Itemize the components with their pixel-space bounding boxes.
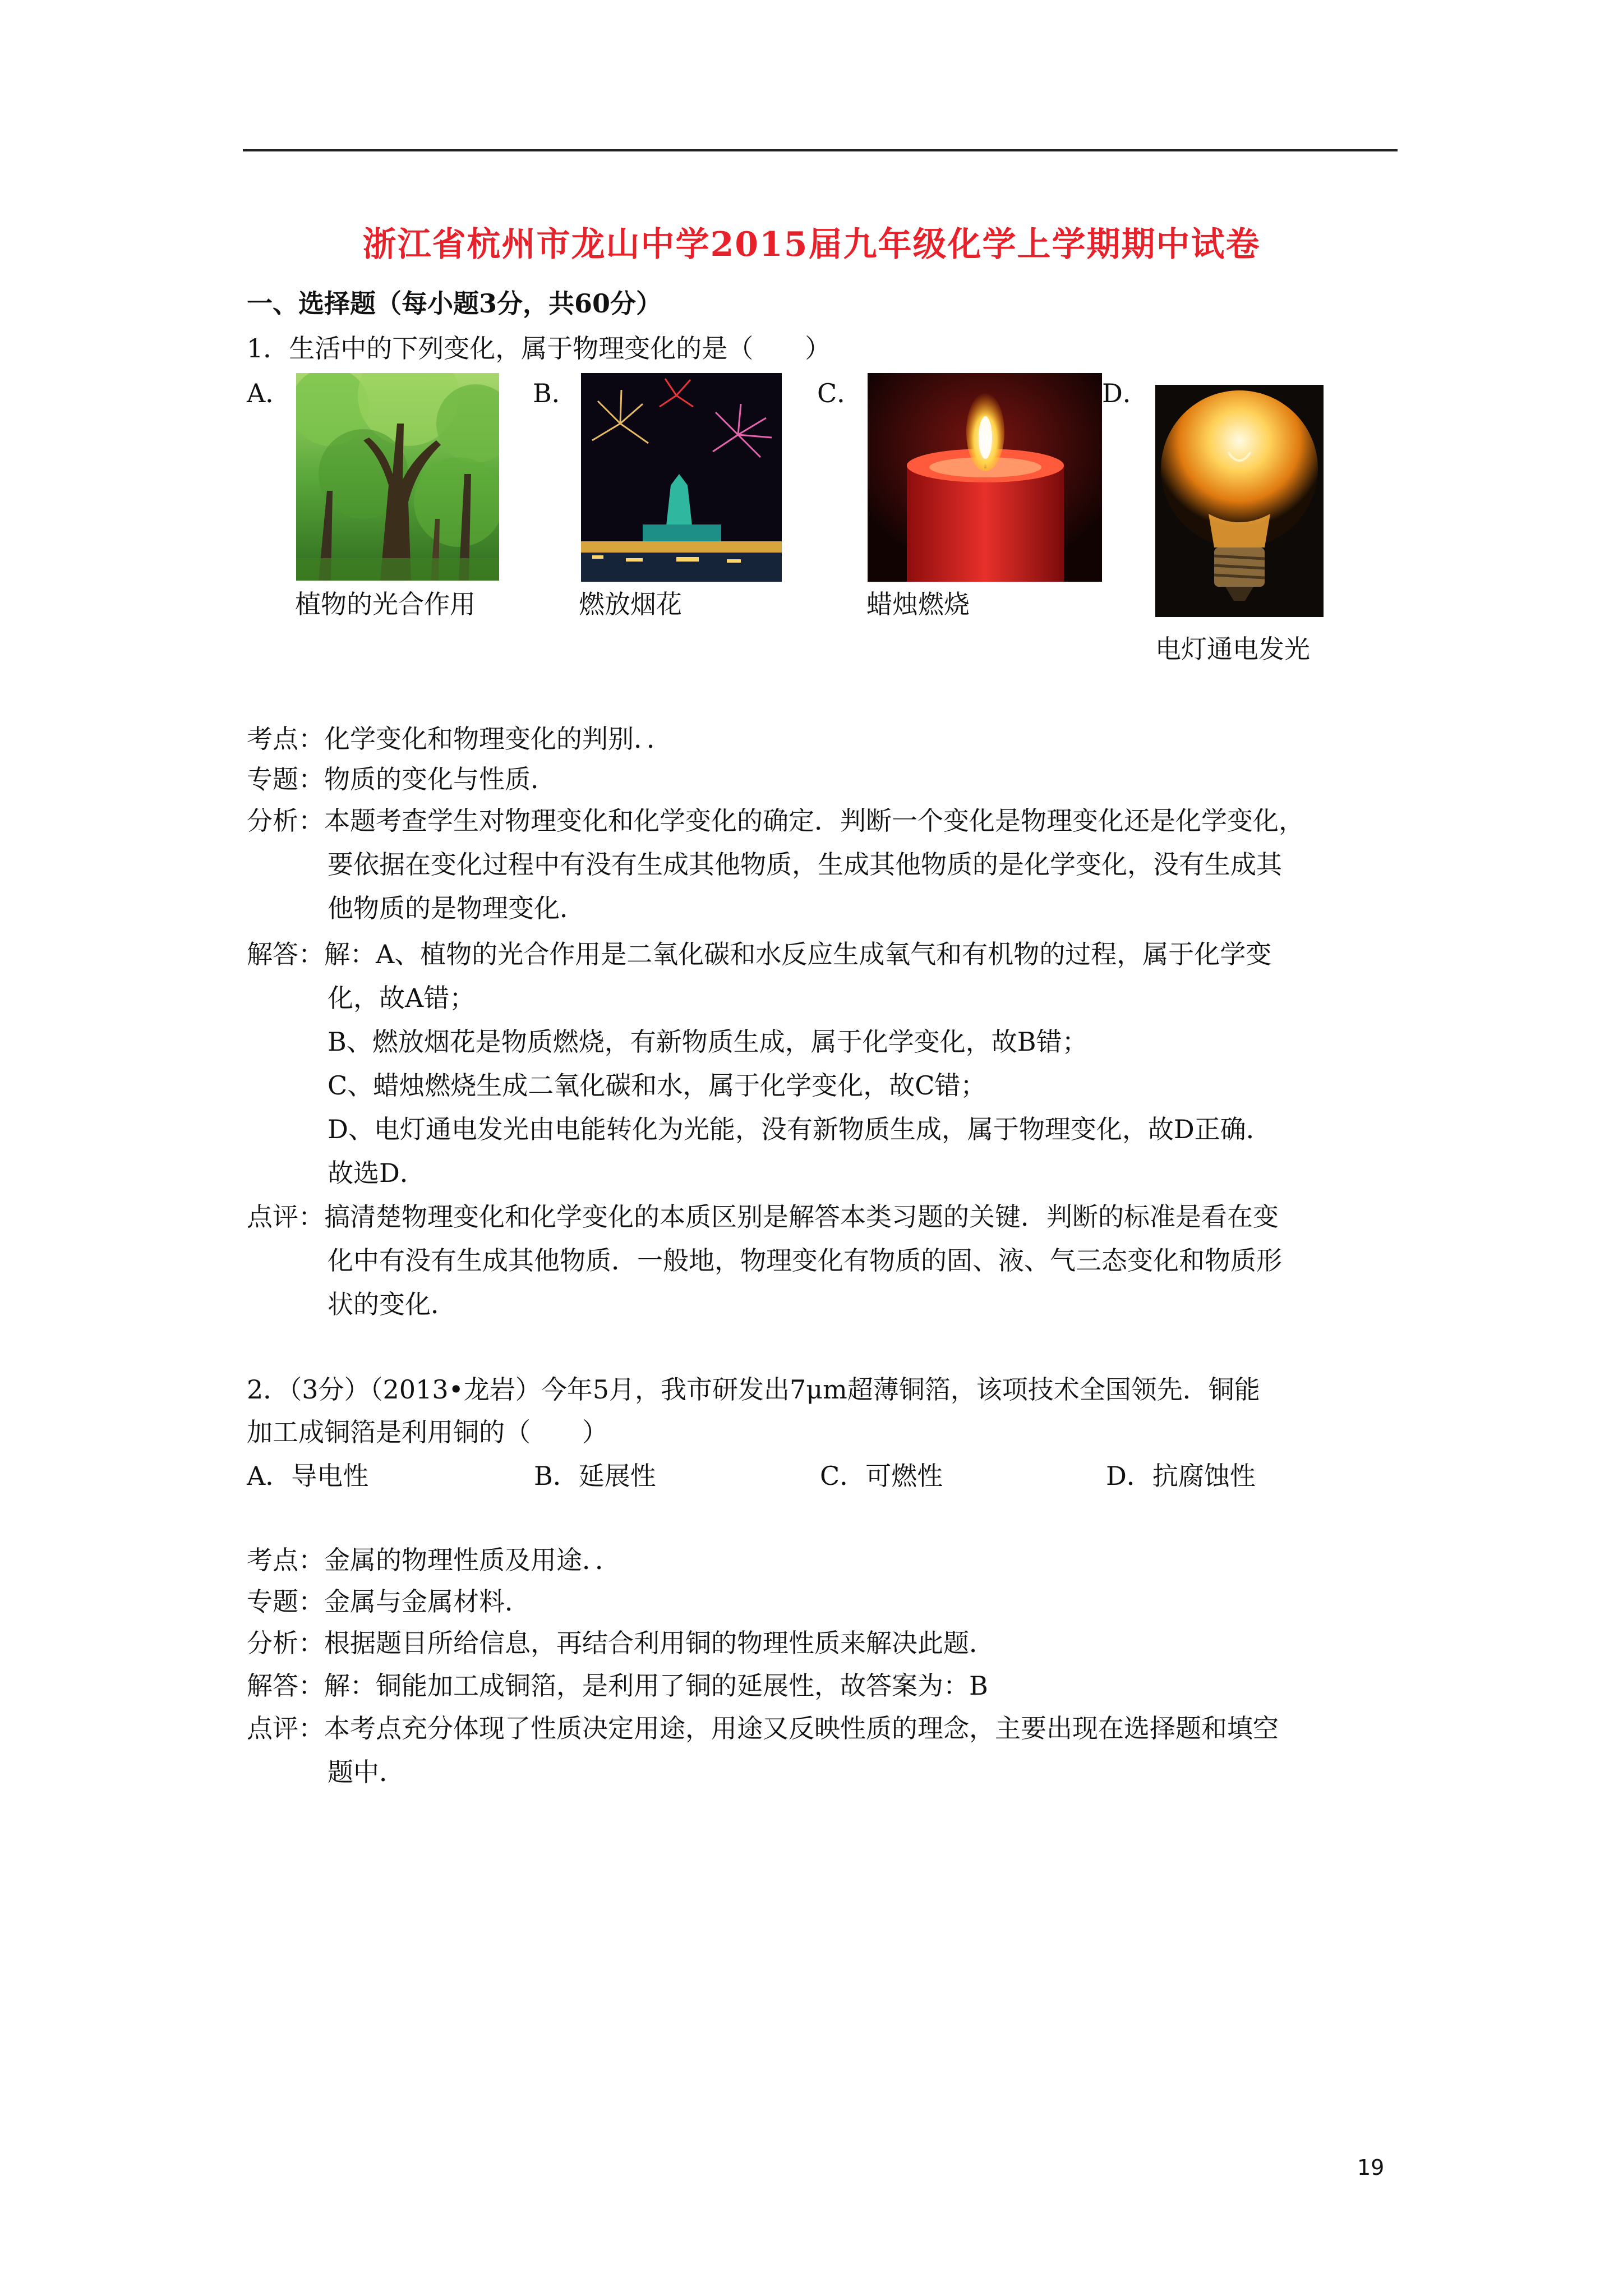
light-bulb-photo bbox=[1155, 385, 1324, 617]
q1-fenxi-line-1: 分析：本题考查学生对物理变化和化学变化的确定．判断一个变化是物理变化还是化学变化， bbox=[247, 806, 1304, 836]
q1-jieda-line-3: B、燃放烟花是物质燃烧，有新物质生成，属于化学变化，故B错； bbox=[328, 1027, 1088, 1057]
q2-option-d: D．抗腐蚀性 bbox=[1106, 1461, 1256, 1491]
q2-zhuanti: 专题：金属与金属材料． bbox=[247, 1586, 531, 1617]
q1-jieda-line-1: 解答：解：A、植物的光合作用是二氧化碳和水反应生成氧气和有机物的过程，属于化学变 bbox=[247, 939, 1272, 969]
q1-jieda-line-6: 故选D． bbox=[328, 1158, 426, 1188]
q1-dianping-line-2: 化中有没有生成其他物质．一般地，物理变化有物质的固、液、气三态变化和物质形 bbox=[328, 1245, 1282, 1276]
q2-kaodian: 考点：金属的物理性质及用途．． bbox=[247, 1545, 621, 1575]
q2-stem-line-2: 加工成铜箔是利用铜的（ ） bbox=[247, 1417, 608, 1447]
candle-photo bbox=[868, 373, 1102, 582]
q1-zhuanti: 专题：物质的变化与性质． bbox=[247, 764, 556, 794]
q1-fenxi-line-3: 他物质的是物理变化． bbox=[328, 893, 585, 923]
q2-option-c: C．可燃性 bbox=[820, 1461, 943, 1491]
q1-dianping-line-3: 状的变化． bbox=[328, 1289, 457, 1319]
q1-option-a-caption: 植物的光合作用 bbox=[295, 589, 476, 619]
q2-fenxi: 分析：根据题目所给信息，再结合利用铜的物理性质来解决此题． bbox=[247, 1628, 995, 1658]
section-heading: 一、选择题（每小题3分，共60分） bbox=[247, 288, 662, 319]
q1-jieda-line-4: C、蜡烛燃烧生成二氧化碳和水，属于化学变化，故C错； bbox=[328, 1070, 986, 1101]
q1-fenxi-line-2: 要依据在变化过程中有没有生成其他物质，生成其他物质的是化学变化，没有生成其 bbox=[328, 849, 1282, 880]
fireworks-photo bbox=[581, 373, 782, 582]
q1-stem: 1．生活中的下列变化，属于物理变化的是（ ） bbox=[247, 333, 831, 364]
q2-dianping-line-2: 题中． bbox=[328, 1757, 405, 1787]
q1-option-a-label: A． bbox=[247, 378, 292, 408]
q1-option-d-caption: 电灯通电发光 bbox=[1155, 634, 1310, 664]
q1-option-d-label: D． bbox=[1102, 378, 1149, 408]
q2-option-b: B．延展性 bbox=[534, 1461, 656, 1491]
page-number: 19 bbox=[1357, 2155, 1385, 2180]
q2-stem-line-1: 2．（3分）（2013•龙岩）今年5月，我市研发出7μm超薄铜箔，该项技术全国领先．铜能 bbox=[247, 1374, 1260, 1405]
q1-kaodian: 考点：化学变化和物理变化的判别．． bbox=[247, 724, 672, 754]
q1-option-c-label: C． bbox=[817, 378, 863, 408]
q1-option-b-label: B． bbox=[533, 378, 578, 408]
forest-photo bbox=[296, 373, 499, 581]
q2-dianping-line-1: 点评：本考点充分体现了性质决定用途，用途又反映性质的理念，主要出现在选择题和填空 bbox=[247, 1713, 1279, 1743]
q2-option-a: A．导电性 bbox=[247, 1461, 369, 1491]
page-title: 浙江省杭州市龙山中学2015届九年级化学上学期期中试卷 bbox=[362, 225, 1261, 264]
q1-dianping-line-1: 点评：搞清楚物理变化和化学变化的本质区别是解答本类习题的关键．判断的标准是看在变 bbox=[247, 1202, 1279, 1232]
q1-option-b-caption: 燃放烟花 bbox=[579, 589, 682, 619]
q1-option-c-caption: 蜡烛燃烧 bbox=[866, 589, 970, 619]
q1-jieda-line-2: 化，故A错； bbox=[328, 983, 476, 1013]
q1-jieda-line-5: D、电灯通电发光由电能转化为光能，没有新物质生成，属于物理变化，故D正确． bbox=[328, 1114, 1272, 1144]
header-rule bbox=[243, 149, 1398, 151]
q2-jieda: 解答：解：铜能加工成铜箔，是利用了铜的延展性，故答案为：B bbox=[247, 1671, 988, 1701]
